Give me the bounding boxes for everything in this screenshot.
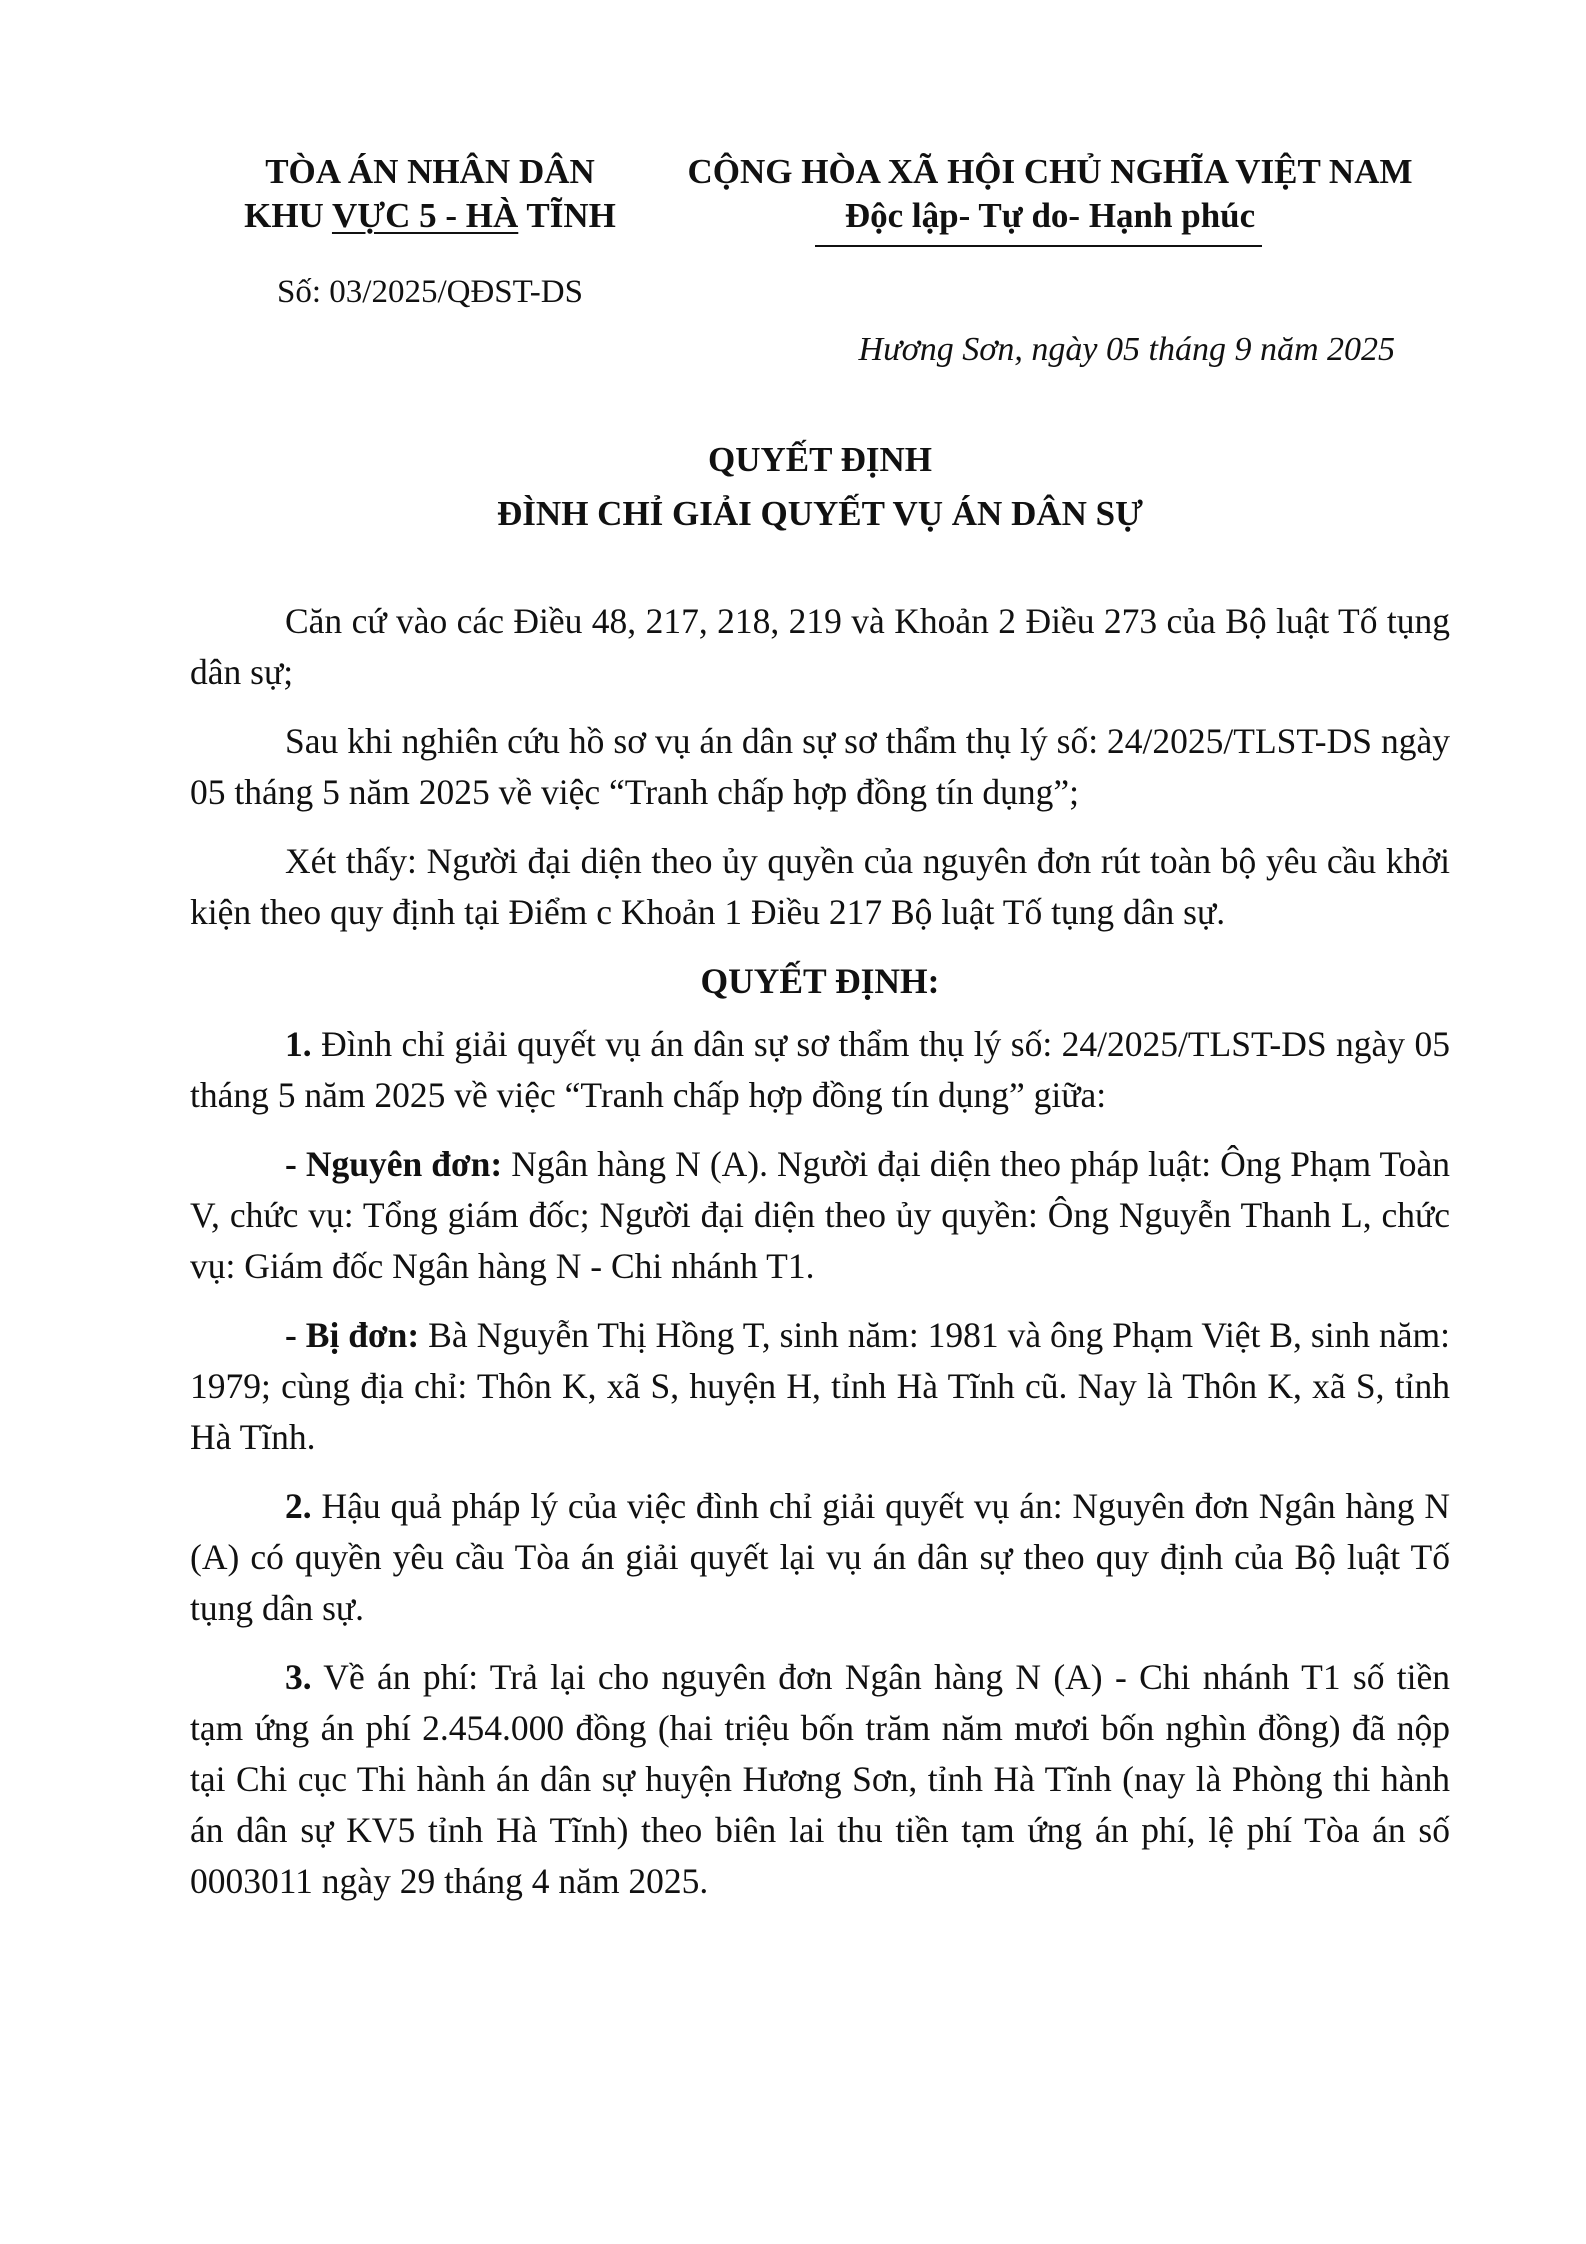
court-header xyxy=(230,150,630,238)
decision-item-2 xyxy=(190,1481,1450,1634)
nation-title: CỘNG HÒA XÃ HỘI CHỦ NGHĨA VIỆT NAM xyxy=(687,152,1413,191)
court-name: TÒA ÁN NHÂN DÂN xyxy=(265,152,595,191)
document-subtitle: ĐÌNH CHỈ GIẢI QUYẾT VỤ ÁN DÂN SỰ xyxy=(497,494,1143,533)
item-number: 3. xyxy=(285,1657,312,1697)
item-number: 1. xyxy=(285,1024,312,1064)
plaintiff-text: Ngân hàng N (A). Người đại diện theo pháp luật: Ông Phạm Toàn V, chức vụ: Tổng giám đốc; Người đại diện theo ủy quyền: Ông Nguyễn Thanh L, chức vụ: Giám đốc Ngân hàng N - Chi nhánh T1. xyxy=(190,1144,1450,1286)
defendant-label: - Bị đơn: xyxy=(285,1315,420,1355)
nation-motto: Độc lập- Tự do- Hạnh phúc xyxy=(844,196,1256,235)
plaintiff-label: - Nguyên đơn: xyxy=(285,1144,503,1184)
national-header xyxy=(650,150,1450,238)
motto-underline xyxy=(815,245,1262,247)
court-region: KHU VỰC 5 - HÀ TĨNH xyxy=(244,196,616,235)
finding-paragraph: Xét thấy: Người đại diện theo ủy quyền của nguyên đơn rút toàn bộ yêu cầu khởi kiện theo quy định tại Điểm c Khoản 1 Điều 217 Bộ luật Tố tụng dân sự. xyxy=(190,841,1450,932)
decision-heading: QUYẾT ĐỊNH: xyxy=(700,961,940,1001)
item-text: Về án phí: Trả lại cho nguyên đơn Ngân hàng N (A) - Chi nhánh T1 số tiền tạm ứng án phí 2.454.000 đồng (hai triệu bốn trăm năm mươi bốn nghìn đồng) đã nộp tại Chi cục Thi hành án dân sự huyện Hương Sơn, tỉnh Hà Tĩnh (nay là Phòng thi hành án dân sự KV5 tỉnh Hà Tĩnh) theo biên lai thu tiền tạm ứng án phí, lệ phí Tòa án số 0003011 ngày 29 tháng 4 năm 2025. xyxy=(190,1657,1450,1901)
document-title: QUYẾT ĐỊNH xyxy=(708,440,932,479)
document-body xyxy=(190,596,1450,1925)
case-review-paragraph: Sau khi nghiên cứu hồ sơ vụ án dân sự sơ thẩm thụ lý số: 24/2025/TLST-DS ngày 05 tháng 5 năm 2025 về việc “Tranh chấp hợp đồng tín dụng”; xyxy=(190,721,1450,812)
defendant-text: Bà Nguyễn Thị Hồng T, sinh năm: 1981 và ông Phạm Việt B, sinh năm: 1979; cùng địa chỉ: Thôn K, xã S, huyện H, tỉnh Hà Tĩnh cũ. Nay là Thôn K, xã S, tỉnh Hà Tĩnh. xyxy=(190,1315,1450,1457)
item-text: Hậu quả pháp lý của việc đình chỉ giải quyết vụ án: Nguyên đơn Ngân hàng N (A) có quyền yêu cầu Tòa án giải quyết lại vụ án dân sự theo quy định của Bộ luật Tố tụng dân sự. xyxy=(190,1486,1450,1628)
legal-basis-paragraph: Căn cứ vào các Điều 48, 217, 218, 219 và Khoản 2 Điều 273 của Bộ luật Tố tụng dân sự; xyxy=(190,601,1450,692)
plaintiff-paragraph xyxy=(190,1139,1450,1292)
item-text: Đình chỉ giải quyết vụ án dân sự sơ thẩm thụ lý số: 24/2025/TLST-DS ngày 05 tháng 5 năm 2025 về việc “Tranh chấp hợp đồng tín dụng” giữa: xyxy=(190,1024,1450,1115)
item-number: 2. xyxy=(285,1486,312,1526)
decision-item-3 xyxy=(190,1652,1450,1907)
place-date: Hương Sơn, ngày 05 tháng 9 năm 2025 xyxy=(858,331,1395,368)
defendant-paragraph xyxy=(190,1310,1450,1463)
document-number: Số: 03/2025/QĐST-DS xyxy=(277,274,583,310)
court-region-underlined: VỰC 5 - HÀ xyxy=(331,196,519,235)
decision-item-1 xyxy=(190,1019,1450,1121)
